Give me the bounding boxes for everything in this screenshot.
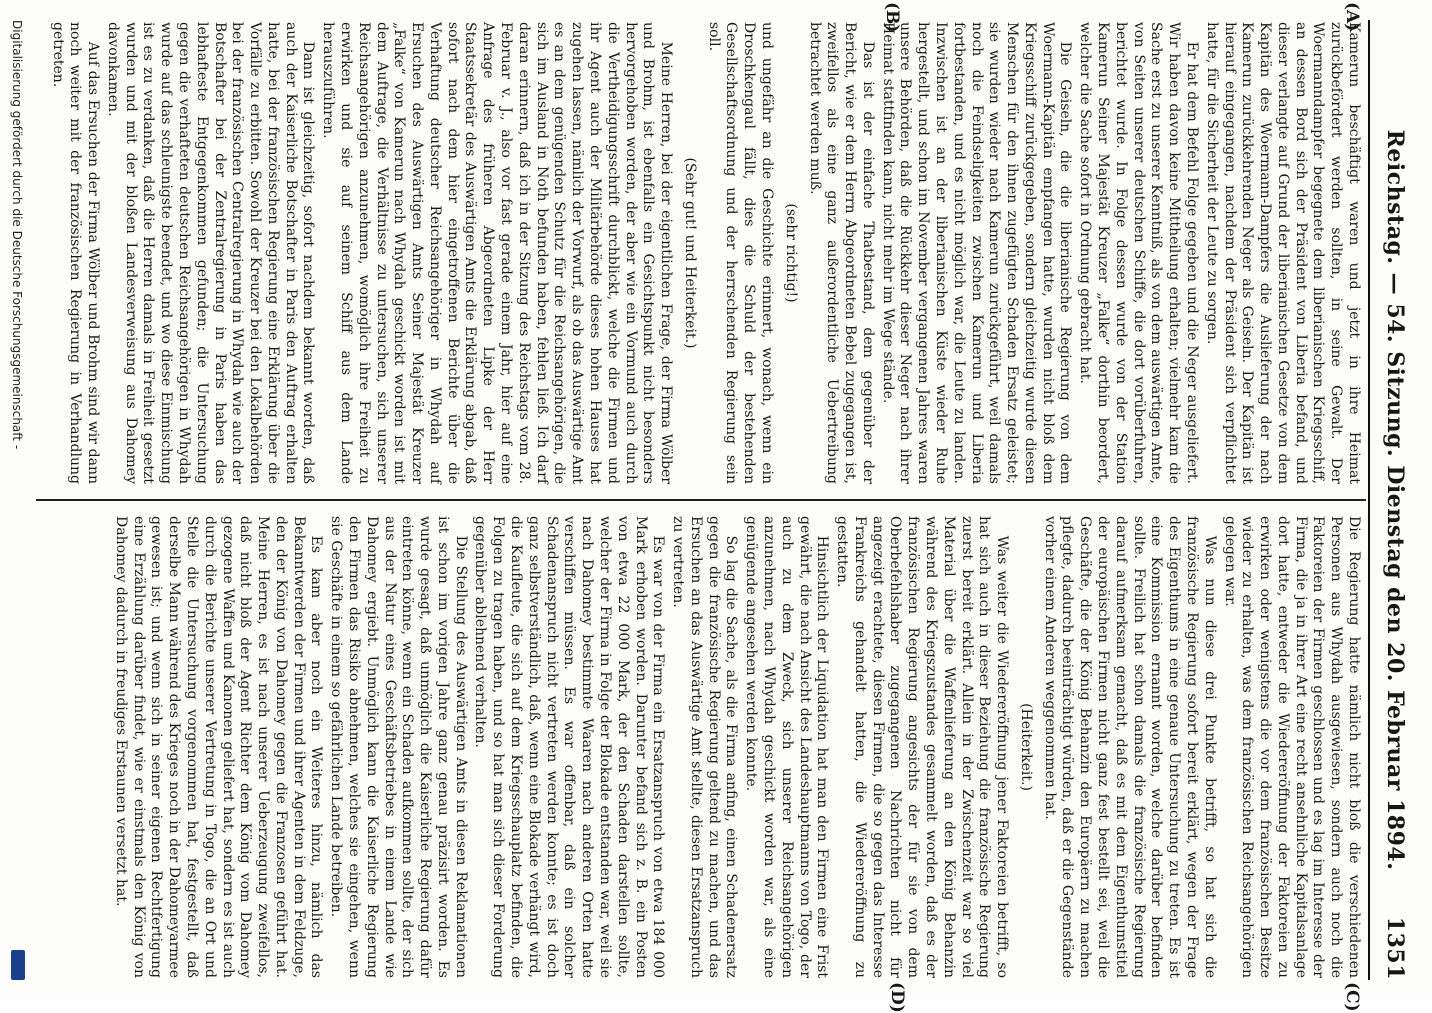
paragraph: Dann ist gleichzeitig, sofort nachdem bekannt worden, daß auch der Kaiserliche Botschafter in Paris den Auftrag erhalten hatte, bei der französischen Regierung eine Erklärung über die Vorfälle zu erbitten. Sowohl der Kreuzer bei den Lokalbehörden bei der französischen Centralregierung in Whydah wie auch der Botschafter bei der Zentralregierung in Paris haben das lebhafteste Entgegenkommen gefunden; die Untersuchung gegen die verhafteten deutschen Reichsangehörigen in Whydah wurde auf das schleunigste beendet, und wo diese Einmischung ist es zu verdanken, daß die Herren damals in Freiheit gesetzt wurden und mit der bloßen Landesverweisung aus Dahomey davonkamen. [104, 22, 317, 484]
paragraph: So lag die Sache, als die Firma anfing, einen Schadenersatz gegen die französische Regierung geltend zu machen, und das Ersuchen an das Auswärtige Amt stellte, diesen Ersatzanspruch zu vertreten. [670, 516, 740, 978]
paragraph: Die Geiseln, die die liberianische Regierung von dem Woermann-Kapitän empfangen hatte, wurden nicht bloß dem Kriegsschiff zurückgegeben, sondern gleichzeitig wurde diesen Menschen für den ihnen zugefügten Schaden Ersatz geleistet; sie wurden wieder nach Kamerun zurückgeführt, weil damals noch die Feindseligkeiten zwischen Kamerun und Liberia fortbestanden, und es nicht möglich war, die Leute zu landen. Inzwischen ist an der liberianischen Küste wieder Ruhe hergestellt, und schon im November vergangenen Jahres waren unsere Behörden, daß die Rückkehr dieser Neger nach ihrer Heimat stattfinden kann, nicht mehr im Wege stände. [879, 22, 1074, 484]
paragraph: Auf das Ersuchen der Firma Wölber und Brohm sind wir dann noch weiter mit der französischen Regierung in Verhandlung getreten. [49, 22, 102, 484]
paragraph: Kamerun beschäftigt waren und jetzt in ihre Heimat zurückbefördert werden sollten, in seine Gewalt. Der Woermanndampfer begegnete dem liberianischen Kriegsschiff, an dessen Bord sich der Präsident von Liberia befand, und dieser verlangte auf Grund der liberianischen Gesetze von dem Kapitän des Woermann-Dampfers die Auslieferung der nach Kamerun zurückkehrenden Neger als Geiseln. Der Kapitän ist hierauf eingegangen, nachdem der Präsident sich verpflichtet hatte, für die Sicherheit der Leute zu sorgen. [1203, 22, 1362, 484]
left-column [46, 22, 1362, 484]
paragraph: Die Regierung hatte nämlich nicht bloß die verschiedenen Personen aus Whydah ausgewiesen, sondern auch noch die Faktoreien der Firmen geschlossen und es lag im Interesse der Firma, die ja in ihrer Art eine recht ansehnliche Kapitalsanlage dort hatte, entweder die Wiedereröffnung der Faktoreien zu erwirken oder wenigstens die vor dem französischen Besitze wieder zu erhalten, was dem französischen Reichsangehörigen gelegen war. [1221, 516, 1362, 978]
right-column [109, 516, 1362, 978]
paragraph: Es war von der Firma ein Ersatzanspruch von etwa 184 000 Mark erhoben worden. Darunter befand sich z. B. ein Posten von etwa 22 000 Mark, der den Schaden darstellen sollte, welcher der Firma in Folge der Blokade entstanden war, weil sie nach Dahomey bestimmte Waaren nach anderen Orten hatte verschiffen müssen. Es war offenbar, daß ein solcher Schadenanspruch nicht vertreten werden konnte; es ist doch ganz selbstverständlich, daß, wenn eine Blokade verhängt wird, die Kaufleute, die sich auf dem Kriegsschauplatz befinden, die Folgen zu tragen haben, und so hat man sich dieser Forderung gegenüber ablehnend verhalten. [472, 516, 667, 978]
paragraph: Was nun diese drei Punkte betrifft, so hat sich die französische Regierung sofort bereit erklärt, wegen der Frage des Eigenthums in eine genaue Untersuchung zu treten. Es ist eine Kommission ernannt worden, welche darüber befinden sollte. Freilich hat schon damals die französische Regierung darauf aufmerksam gemacht, daß es mit dem Eigenthumstitel der europäischen Firmen nicht ganz fest bestellt sei, weil die Geschäfte, die der König Behanzin den Europäern zu machen pflegte, dadurch beeinträchtigt würden, daß er die Gegenstände vorher einem Anderen weggenommen hat. [1041, 516, 1218, 978]
interjection: (sehr richtig!) [782, 203, 799, 303]
paragraph: Was weiter die Wiedereröffnung jener Faktoreien betrifft, so hat sich auch in dieser Beziehung die französische Regierung zuerst bereit erklärt. Allein in der Zwischenzeit war so viel Material über die Waffenlieferung an den König Behanzin während des Kriegszustandes gesammelt worden, daß es der französischen Regierung angesichts der für sie von dem Oberbefehlshaber zugegangenen Nachrichten nicht für angezeigt erachtete, diesen Firmen, die so gegen das Interesse Frankreichs gehandelt hatten, die Wiedereröffnung zu gestatten. [834, 516, 1011, 978]
paragraph: Das ist der einfache Thatbestand, dem gegenüber der Bericht, wie er dem Herrn Abgeordneten Bebel zugegangen ist, zweifellos als eine ganz außerordentliche Uebertreibung betrachtet werden muß. [806, 22, 876, 484]
margin-marker-a: (A) [1342, 2, 1362, 32]
interjection: (Sehr gut! und Heiterkeit.) [681, 157, 698, 349]
page-title: Reichstag. — 54. Sitzung. Dienstag den 20. Februar 1894. [1382, 129, 1408, 871]
funding-notice: Digitalisierung gefördert durch die Deutsche Forschungsgemeinschaft - [10, 20, 24, 450]
paragraph: Die Stellung des Auswärtigen Amts in diesen Reklamationen ist schon im vorigen Jahre ganz genau präzisirt worden. Es wurde gesagt, daß unmöglich die Kaiserliche Regierung dafür eintreten könne, wenn ein Schaden aufkommen sollte, der sich aus der Natur eines Geschäftsbetriebes in einem Lande wie Dahomey ergiebt. Unmöglich kann die Kaiserliche Regierung den Firmen das Risiko abnehmen, welches sie eingehen, wenn sie Geschäfte in einem so gefährlichen Lande betreiben. [328, 516, 469, 978]
dfg-logo-icon [11, 950, 25, 980]
paragraph: Meine Herren, bei der eigentlichen Frage, der Firma Wölber und Brohm, ist ebenfalls ein Gesichtspunkt nicht besonders hervorgehoben worden, der aber wie ein Vormund auch durch die Vertheidigungsschrift durchblickt, welche die Firmen und ihr Agent auch der Militärbehörde dieses hohen Hauses hat zugehen lassen, nämlich der Vorwurf, als ob das Auswärtige Amt es an dem genügenden Schutz für die Reichsangehörigen, die sich im Ausland in Noth befunden haben, fehlen ließ. Ich darf daran erinnern, daß ich in der Sitzung des Reichstags vom 28. Februar v. J., also vor fast gerade einem Jahr, hier auf eine Anfrage des früheren Abgeordneten Lipke der Herr Staatssekretär des Auswärtigen Amts die Erklärung abgab, daß sofort nach dem hier eingetroffenen Berichte über die Verhaftung deutscher Reichsangehöriger in Whydah auf Ersuchen des Auswärtigen Amts Seiner Majestät Kreuzer „Falke“ von Kamerun nach Whydah geschickt worden ist mit dem Auftrage, die Verhältnisse zu untersuchen, sich unserer Reichsangehörigen anzunehmen, womöglich ihre Freiheit zu erwirken und sie auf seinem Schiff aus dem Lande herauszuführen. [320, 22, 675, 484]
interjection: (Heiterkeit.) [1017, 703, 1034, 791]
column-divider [36, 499, 1366, 501]
page-header [1374, 20, 1414, 980]
digitization-footer [4, 20, 28, 980]
margin-marker-c: (C) [1342, 982, 1362, 1012]
margin-marker-d: (D) [887, 982, 907, 1013]
paragraph: und ungefähr an die Geschichte erinnert, wonach, wenn ein Droschkengaul fällt, dies die Schuld der bestehenden Gesellschaftsordnung und der herrschenden Regierung sein soll. [705, 22, 775, 484]
page-number: 1351 [1382, 916, 1408, 980]
paragraph: Es kam aber noch ein Weiteres hinzu, nämlich das Bekanntwerden der Firmen und ihrer Agenten in dem Feldzuge, den der König von Dahomey gegen die Franzosen geführt hat. Meine Herren, es ist nach unserer Ueberzeugung zweifellos, daß nicht bloß der Agent Richter dem König vom Dahomey gezogene Waffen und Kanonen geliefert hat, sondern es ist auch durch die Berichte unserer Vertretung in Togo, die an Ort und Stelle die Untersuchung vorgenommen hat, festgestellt, daß derselbe Mann während des Krieges noch in der Dahomeyarmee gewesen ist; und wenn sich in seiner eigenen Rechtfertigung eine Erzählung darüber findet, wie er einstmals den König von Dahomey dadurch in freudiges Erstaunen versetzt hat. [112, 516, 325, 978]
paragraph: Er hat dem Befehl Folge gegeben und die Neger ausgeliefert. Wir haben davon keine Mittheilung erhalten; vielmehr kam die Sache erst zu unserer Kenntniß, als von dem auswärtigen Amte, von Seiten unserer deutschen Schiffe, die dort vorüberfuhren, berichtet wurde. In Folge dessen wurde von der Station Kamerun Seiner Majestät Kreuzer „Falke“ dorthin beordert, welcher die Sache sofort in Ordnung gebracht hat. [1077, 22, 1200, 484]
paragraph: Hinsichtlich der Liquidation hat man den Firmen eine Frist gewährt, die nach Ansicht des Landeshauptmanns von Togo, der auch zu dem Zweck, sich unserer Reichsangehörigen anzunehmen, nach Whydah geschickt worden war, als eine genügende angesehen werden konnte. [743, 516, 831, 978]
header-rule [1368, 20, 1370, 980]
margin-marker-b: (B) [882, 2, 902, 33]
